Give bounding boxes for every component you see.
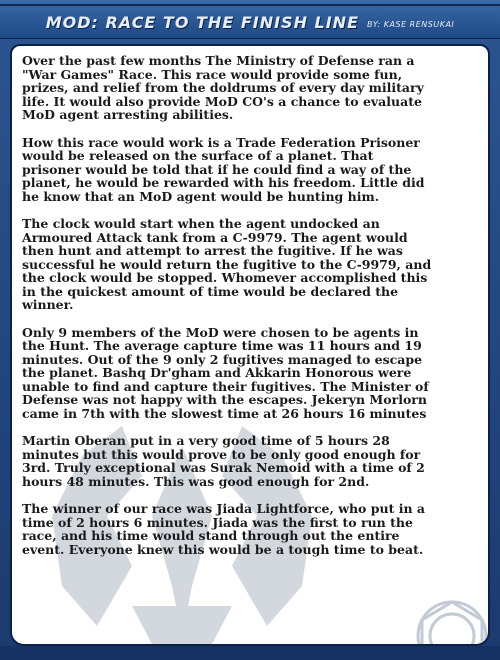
header-stripe (0, 4, 500, 6)
text-line: The winner of our race was Jiada Lightforce, who put in a (22, 501, 425, 516)
title-container (6, 10, 494, 32)
text-line: minutes but this would prove to be only good enough for (22, 446, 421, 462)
text-line: minutes. Out of the 9 only 2 fugitives managed to escape (22, 351, 423, 367)
text-line: successful he would return the fugitive to the C-9979, and (22, 256, 432, 272)
text-line: in the quickest amount of time would be declared the (22, 283, 399, 299)
text-line: time of 2 hours 6 minutes. Jiada was the first to run the (22, 514, 413, 530)
text-line: winner. (22, 297, 74, 312)
article-byline: BY: KASE RENSUKAI (367, 20, 455, 29)
article-page (10, 44, 490, 646)
paragraph-4 (22, 326, 482, 421)
paragraph-3 (22, 217, 482, 312)
text-line: The clock would start when the agent undocked an (22, 216, 380, 231)
text-line: the Hunt. The average capture time was 11 hours and 19 (22, 338, 422, 353)
text-line: Only 9 members of the MoD were chosen to be agents in (22, 324, 419, 340)
footer-bar (0, 646, 500, 660)
header-bar (0, 0, 500, 39)
paragraph-6 (22, 502, 482, 556)
text-line: unable to find and capture their fugitives. The Minister of (22, 378, 429, 394)
text-line: he know that an MoD agent would be hunting him. (22, 188, 380, 204)
text-line: How this race would work is a Trade Federation Prisoner (22, 134, 420, 150)
text-line: prisoner would be told that if he could find a way of the (22, 161, 412, 177)
article-title: MOD: RACE TO THE FINISH LINE (45, 13, 359, 32)
text-line: MoD agent arresting abilities. (22, 107, 234, 122)
paragraph-5 (22, 434, 482, 488)
text-line: Martin Oberan put in a very good time of 5 hours 28 (22, 433, 390, 448)
seal-icon (418, 602, 486, 644)
text-line: then hunt and attempt to arrest the fugitive. If he was (22, 243, 403, 258)
paragraph-2 (22, 136, 482, 204)
text-line: Armoured Attack tank from a C-9979. The agent would (22, 229, 408, 245)
text-line: life. It would also provide MoD CO's a chance to evaluate (22, 93, 422, 109)
article-body (22, 54, 482, 570)
text-line: "War Games" Race. This race would provide some fun, (22, 66, 403, 82)
text-line: Over the past few months The Ministry of Defense ran a (22, 53, 415, 68)
text-line: came in 7th with the slowest time at 26 hours 16 minutes (22, 405, 427, 421)
text-line: Defense was not happy with the escapes. Jekeryn Morlorn (22, 392, 427, 407)
text-line: the planet. Bashq Dr'gham and Akkarin Honorous were (22, 365, 412, 380)
paragraph-1 (22, 54, 482, 122)
text-line: 3rd. Truly exceptional was Surak Nemoid with a time of 2 (22, 460, 425, 475)
text-line: prizes, and relief from the doldrums of every day military (22, 80, 424, 95)
text-line: race, and his time would stand through out the entire (22, 528, 400, 543)
text-line: planet, he would be rewarded with his freedom. Little did (22, 175, 425, 190)
text-line: would be released on the surface of a planet. That (22, 148, 374, 163)
text-line: event. Everyone knew this would be a tough time to beat. (22, 541, 424, 557)
text-line: the clock would be stopped. Whomever accomplished this (22, 270, 428, 285)
text-line: hours 48 minutes. This was good enough for 2nd. (22, 473, 370, 489)
